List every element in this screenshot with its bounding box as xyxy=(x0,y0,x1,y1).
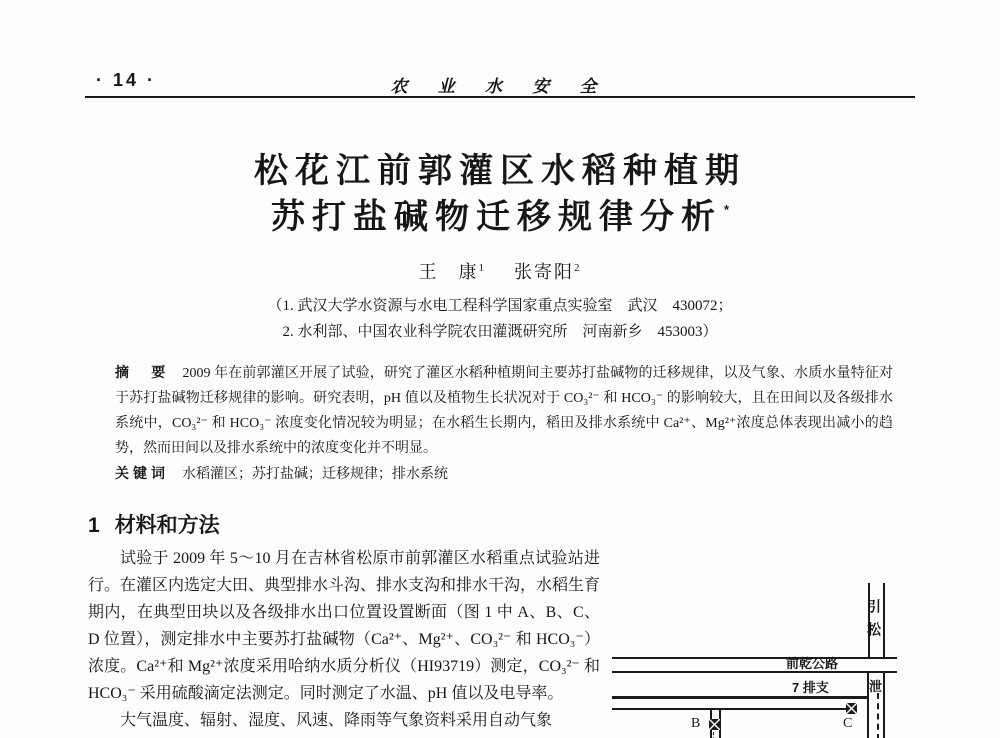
author-1-affiliation-sup: 1 xyxy=(478,262,486,274)
title-footnote-mark: * xyxy=(723,202,730,217)
body-paragraph-1-text: 试验于 2009 年 5～10 月在吉林省松原市前郭灌区水稻重点试验站进行。在灌区内选定大田、典型排水斗沟、排水支沟和排水干沟，水稻生育期内，在典型田块以及各级排水出口位置设置断面（图 1 中 A、B、C、D 位置），测定排水中主要苏打盐碱物（Ca²⁺、Mg²⁺、CO₃²⁻ 和 HCO₃⁻）浓度。Ca²⁺和 Mg²⁺浓度采用哈纳水质分析仪（HI93719）测定，CO₃²⁻ 和 HCO₃⁻ 采用硫酸滴定法测定。同时测定了水温、pH 值以及电导率。 xyxy=(88,550,601,702)
abstract-label: 摘 要 xyxy=(115,364,170,380)
drain-branch-label: 7 排支 xyxy=(792,680,829,695)
canal-right-line-upper xyxy=(883,583,885,657)
keywords-line xyxy=(115,461,893,487)
author-2-name: 张寄阳 xyxy=(514,262,574,282)
page-number: · 14 · xyxy=(96,70,157,90)
affiliation-line1: （1. 武汉大学水资源与水电工程科学国家重点实验室 武汉 430072； xyxy=(267,298,733,314)
crossed-box-icon xyxy=(709,719,720,730)
header-rule xyxy=(85,96,915,98)
section-1-number: 1 xyxy=(88,514,100,537)
abstract-block xyxy=(115,360,893,487)
drain-upper-line xyxy=(612,696,867,699)
figure-1-map xyxy=(612,581,900,738)
keywords-label: 关键词 xyxy=(115,465,169,481)
paper-title-line2-text: 苏打盐碱物迁移规律分析 xyxy=(270,198,722,236)
journal-name: 农 业 水 安 全 xyxy=(390,77,610,96)
canal-right-line-lower xyxy=(883,673,885,738)
sample-point-marker-b xyxy=(709,712,720,723)
canal-dashed-line xyxy=(877,693,879,738)
crossed-box-icon xyxy=(846,703,857,714)
abstract-text: 2009 年在前郭灌区开展了试验，研究了灌区水稻种植期间主要苏打盐碱物的迁移规律，以及气象、水质水量特征对于苏打盐碱物迁移规律的影响。研究表明，pH 值以及植物生长状况对于 CO₃²⁻ 和 HCO₃⁻ 的影响较大，且在田间以及各级排水系统中，CO₃²⁻ 和 HCO₃⁻ 浓度变化情况较为明显；在水稻生长期内，稻田及排水系统中 Ca²⁺、Mg²⁺浓度总体表现出减小的趋势，然而田间以及排水系统中的浓度变化并不明显。 xyxy=(115,366,894,456)
section-1-heading xyxy=(88,509,220,539)
drain-lower-line xyxy=(612,708,856,710)
paper-title-line1: 松花江前郭灌区水稻种植期 xyxy=(254,152,746,190)
canal-name-lower: 泄 xyxy=(869,679,883,694)
point-c-label: C xyxy=(843,716,853,731)
road-lower-line xyxy=(612,671,897,673)
affiliation-line2: 2. 水利部、中国农业科学院农田灌溉研究所 河南新乡 453003） xyxy=(282,324,718,340)
author-1-name: 王 康 xyxy=(418,262,479,282)
road-label: 前乾公路 xyxy=(785,656,838,671)
author-2-affiliation-sup: 2 xyxy=(574,262,582,274)
sample-point-marker-c xyxy=(846,696,857,707)
point-b-label: B xyxy=(691,716,701,731)
author-line xyxy=(0,258,1000,284)
section-1-title: 材料和方法 xyxy=(114,514,220,537)
keywords-text: 水稻灌区；苏打盐碱；迁移规律；排水系统 xyxy=(182,467,448,482)
canal-name-upper: 引松 xyxy=(865,599,880,645)
abstract-paragraph xyxy=(115,360,893,461)
body-paragraph-2-text: 大气温度、辐射、湿度、风速、降雨等气象资料采用自动气象 xyxy=(120,712,553,729)
paper-title-line2 xyxy=(0,189,1000,238)
section-1-body xyxy=(88,545,900,738)
